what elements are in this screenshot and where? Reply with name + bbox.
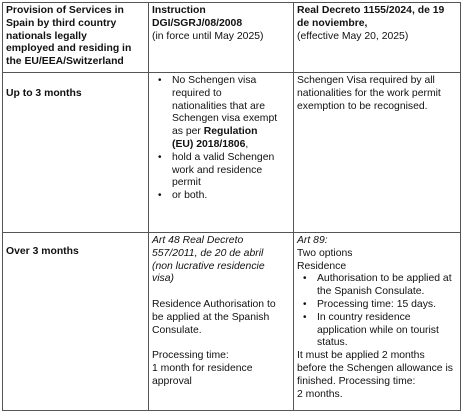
row1-instruction-cell bbox=[152, 75, 290, 203]
legal-reference: (non lucrative residencie bbox=[152, 260, 265, 272]
text-line: approval bbox=[152, 375, 192, 387]
text-line: before the Schengen allowance is bbox=[297, 362, 453, 374]
bullet-list bbox=[152, 75, 290, 203]
header-subtitle: (in force until May 2025) bbox=[152, 30, 264, 42]
bullet-list bbox=[297, 273, 459, 350]
text-line: the Spanish Consulate. bbox=[317, 286, 425, 298]
list-item bbox=[317, 299, 459, 312]
text-span: , bbox=[245, 138, 249, 150]
text-line: 1 month for residence bbox=[152, 362, 253, 374]
header-text-line: DGI/SGRJ/08/2008 bbox=[152, 17, 243, 29]
row-label-over-3-months: Over 3 months bbox=[6, 246, 79, 257]
text-line: nationalities that are bbox=[172, 100, 265, 112]
row2-real-decreto-cell bbox=[297, 235, 459, 401]
list-item bbox=[317, 312, 459, 350]
row-divider bbox=[3, 72, 460, 73]
text-line: • Processing time: 15 days. bbox=[317, 298, 436, 310]
text-line: 2 months. bbox=[297, 388, 343, 400]
list-item bbox=[172, 190, 290, 203]
list-item bbox=[317, 273, 459, 299]
column-divider bbox=[293, 3, 294, 410]
column-divider bbox=[148, 3, 149, 410]
regulation-reference: (EU) 2018/1806 bbox=[172, 138, 246, 150]
text-line: Consulate. bbox=[152, 324, 202, 336]
services-table bbox=[2, 2, 461, 411]
text-line: status. bbox=[317, 337, 348, 349]
legal-reference: Art 89: bbox=[297, 235, 328, 246]
text-line: • or both. bbox=[172, 190, 208, 202]
legal-reference: Art 48 Real Decreto bbox=[152, 235, 244, 246]
row1-real-decreto-cell bbox=[297, 75, 459, 113]
text-line: Residence bbox=[297, 260, 347, 272]
text-line: Processing time: bbox=[152, 350, 229, 362]
text-line: • In country residence bbox=[317, 311, 411, 323]
row2-instruction-cell bbox=[152, 235, 290, 389]
text-line: finished. Processing time: bbox=[297, 375, 416, 387]
header-real-decreto-cell bbox=[297, 5, 459, 43]
regulation-reference: Regulation bbox=[203, 126, 258, 138]
header-text-line: nationals legally bbox=[6, 30, 87, 42]
text-line: • Authorisation to be applied at bbox=[317, 273, 452, 285]
text-line: application while on tourist bbox=[317, 324, 439, 336]
text-line: Schengen Visa required by all bbox=[297, 75, 435, 86]
header-text-line: employed and residing in bbox=[6, 43, 132, 55]
text-line: Schengen visa exempt bbox=[172, 113, 278, 125]
text-line: permit bbox=[172, 177, 201, 189]
row-divider bbox=[3, 232, 460, 233]
header-provision-cell bbox=[6, 5, 146, 69]
text-line: nationalities for the work permit bbox=[297, 87, 441, 99]
text-line: Residence Authorisation to bbox=[152, 298, 276, 310]
text-line: It must be applied 2 months bbox=[297, 350, 425, 362]
text-line: exemption to be recognised. bbox=[297, 100, 428, 112]
text-line: work and residence bbox=[172, 164, 263, 176]
header-text-line: the EU/EEA/Switzerland bbox=[6, 56, 124, 68]
row-label-up-to-3-months: Up to 3 months bbox=[6, 88, 82, 99]
list-item bbox=[172, 75, 290, 152]
header-text-line: de noviembre, bbox=[297, 17, 368, 29]
legal-reference: 557/2011, de 20 de abril bbox=[152, 247, 264, 259]
text-line bbox=[172, 139, 290, 152]
text-span: as per bbox=[172, 126, 204, 138]
header-text-line: Provision of Services in bbox=[6, 5, 124, 16]
text-line: required to bbox=[172, 87, 222, 99]
header-text-line: Real Decreto 1155/2024, de 19 bbox=[297, 5, 445, 16]
header-text-line: Spain by third country bbox=[6, 17, 117, 29]
text-line bbox=[172, 126, 290, 139]
header-text-line: Instruction bbox=[152, 5, 206, 16]
header-subtitle: (effective May 20, 2025) bbox=[297, 30, 409, 42]
header-instruction-cell bbox=[152, 5, 290, 43]
text-line: • No Schengen visa bbox=[172, 75, 257, 86]
list-item bbox=[172, 152, 290, 190]
legal-reference: visa) bbox=[152, 273, 174, 285]
text-line: be applied at the Spanish bbox=[152, 311, 270, 323]
text-line: • hold a valid Schengen bbox=[172, 151, 275, 163]
text-line: Two options bbox=[297, 247, 353, 259]
